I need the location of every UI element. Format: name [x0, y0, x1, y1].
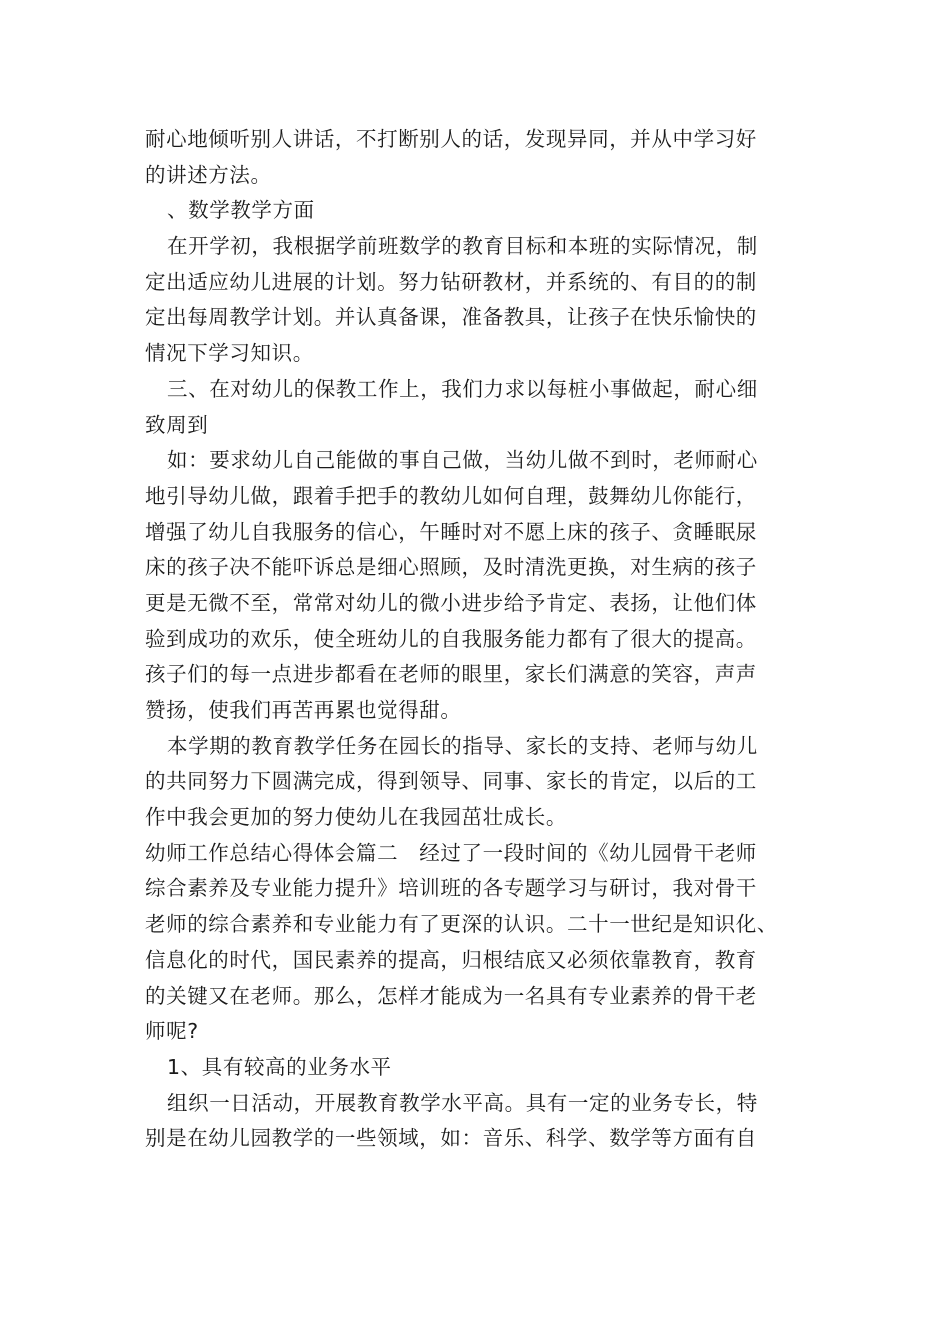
text-line: 验到成功的欢乐，使全班幼儿的自我服务能力都有了很大的提高。	[145, 626, 757, 651]
text-line: 的讲述方法。	[145, 162, 272, 187]
section-heading: 、数学教学方面	[167, 198, 315, 223]
text-line: 别是在幼儿园教学的一些领域，如：音乐、科学、数学等方面有自	[145, 1126, 757, 1151]
text-line: 幼师工作总结心得体会篇二 经过了一段时间的《幼儿园骨干老师	[145, 840, 757, 865]
text-line: 信息化的时代，国民素养的提高，归根结底又必须依靠教育，教育	[145, 947, 757, 972]
text-line: 的关键又在老师。那么，怎样才能成为一名具有专业素养的骨干老	[145, 983, 757, 1008]
text-line: 耐心地倾听别人讲话，不打断别人的话，发现异同，并从中学习好	[145, 127, 757, 151]
document-page	[145, 122, 810, 1157]
text-line: 作中我会更加的努力使幼儿在我园茁壮成长。	[145, 805, 567, 830]
section-heading: 三、在对幼儿的保教工作上，我们力求以每桩小事做起，耐心细	[167, 376, 758, 401]
text-line: 更是无微不至，常常对幼儿的微小进步给予肯定、表扬，让他们体	[145, 590, 757, 615]
text-line: 增强了幼儿自我服务的信心，午睡时对不愿上床的孩子、贪睡眠尿	[145, 519, 757, 544]
text-line: 孩子们的每一点进步都看在老师的眼里，家长们满意的笑容，声声	[145, 662, 757, 687]
text-line: 本学期的教育教学任务在园长的指导、家长的支持、老师与幼儿	[167, 733, 758, 758]
text-line: 致周到	[145, 412, 209, 437]
text-line: 在开学初，我根据学前班数学的教育目标和本班的实际情况，制	[167, 234, 758, 259]
text-line: 如：要求幼儿自己能做的事自己做，当幼儿做不到时，老师耐心	[167, 448, 758, 473]
text-line: 情况下学习知识。	[145, 341, 314, 366]
text-line: 床的孩子决不能吓诉总是细心照顾，及时清洗更换，对生病的孩子	[145, 555, 757, 580]
text-line: 师呢?	[145, 1019, 199, 1044]
section-heading: 1、具有较高的业务水平	[167, 1054, 392, 1079]
text-line: 赞扬，使我们再苦再累也觉得甜。	[145, 698, 462, 722]
text-line: 组织一日活动，开展教育教学水平高。具有一定的业务专长，特	[167, 1090, 758, 1115]
text-line: 综合素养及专业能力提升》培训班的各专题学习与研讨，我对骨干	[145, 876, 757, 901]
text-line: 定出适应幼儿进展的计划。努力钻研教材，并系统的、有目的的制	[145, 269, 757, 294]
text-line: 的共同努力下圆满完成，得到领导、同事、家长的肯定，以后的工	[145, 769, 757, 794]
text-line: 定出每周教学计划。并认真备课，准备教具，让孩子在快乐愉快的	[145, 305, 757, 330]
text-line: 地引导幼儿做，跟着手把手的教幼儿如何自理，鼓舞幼儿你能行，	[145, 483, 757, 508]
text-line: 老师的综合素养和专业能力有了更深的认识。二十一世纪是知识化、	[145, 912, 778, 937]
